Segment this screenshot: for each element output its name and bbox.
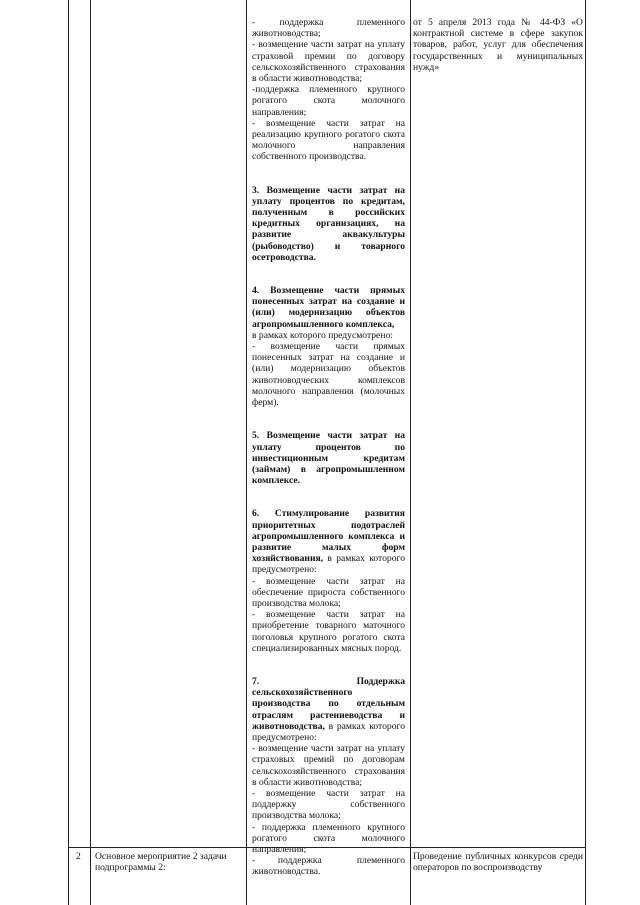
item-6-intro: в рамках которого предусмотрено: bbox=[252, 553, 405, 576]
row-2-number: 2 bbox=[76, 851, 81, 862]
item-6-paragraph bbox=[252, 508, 405, 575]
item-4-title: 4. Возмещение части прямых понесенных затрат на создание и (или) модернизацию объектов агропромышленного комплекса, bbox=[252, 285, 405, 330]
item-7-paragraph bbox=[252, 676, 405, 743]
item-3-title: 3. Возмещение части затрат на уплату процентов по кредитам, полученным в российских кредитных организациях, на развитие аквакультуры (рыбоводство) и товарного осетроводства. bbox=[252, 184, 405, 263]
item-5-title: 5. Возмещение части затрат на уплату процентов по инвестиционным кредитам (займам) в агропромышленном комплексе. bbox=[252, 430, 405, 487]
item-7-line: - возмещение части затрат на поддержку собственного производства молока; bbox=[252, 787, 405, 822]
table-border-right bbox=[585, 0, 586, 905]
measure-line: - возмещение части затрат на реализацию крупного рогатого скота молочного направления собственного производства. bbox=[252, 117, 405, 163]
item-4-intro: в рамках которого предусмотрено: bbox=[252, 329, 393, 341]
item-7-line: - возмещение части затрат на уплату страховых премий по договорам сельскохозяйственного страхования в области животноводства; bbox=[252, 743, 405, 788]
legal-basis-text: от 5 апреля 2013 года № 44-ФЗ «О контрактной системе в сфере закупок товаров, работ, услуг для обеспечения государственных и муниципальных нужд» bbox=[413, 17, 583, 73]
col-divider-1 bbox=[90, 0, 91, 905]
item-7-intro: в рамках которого предусмотрено: bbox=[252, 720, 405, 743]
item-4-line: - возмещение части прямых понесенных затрат на создание и (или) модернизацию объектов животноводческих комплексов молочного направления (молочных ферм). bbox=[252, 341, 405, 409]
measure-line: -поддержка племенного крупного рогатого скота молочного направления; bbox=[252, 84, 405, 118]
row-2-legal-text: Проведение публичных конкурсов среди операторов по воспроизводству bbox=[413, 851, 583, 874]
item-6-line: - возмещение части затрат на приобретение товарного маточного поголовья крупного рогатого скота специализированных мясных пород. bbox=[252, 609, 405, 654]
table-border-left bbox=[68, 0, 69, 905]
measure-line: - возмещение части затрат на уплату страховой премии по договору сельскохозяйственного страхования в области животноводства; bbox=[252, 39, 405, 85]
col-divider-2 bbox=[246, 0, 247, 905]
item-6-line: - возмещение части затрат на обеспечение прироста собственного производства молока; bbox=[252, 575, 405, 609]
measure-line: - поддержка племенного животноводства; bbox=[252, 17, 405, 40]
item-7-line: - поддержка племенного животноводства. bbox=[252, 855, 405, 878]
item-6-title: 6. Стимулирование развития приоритетных подотраслей агропромышленного комплекса и развитие малых форм хозяйствования, bbox=[252, 508, 405, 565]
col-divider-3 bbox=[410, 0, 411, 905]
item-7-title: 7. Поддержка сельскохозяйственного производства по отдельным отраслям растениеводства и животноводства, bbox=[252, 675, 405, 732]
row-2-title: Основное мероприятие 2 задачи подпрограммы 2: bbox=[95, 851, 227, 874]
item-7-line: - поддержка племенного крупного рогатого скота молочного направления; bbox=[252, 821, 405, 855]
legal-basis-cell bbox=[413, 17, 583, 73]
measures-cell bbox=[252, 17, 405, 878]
